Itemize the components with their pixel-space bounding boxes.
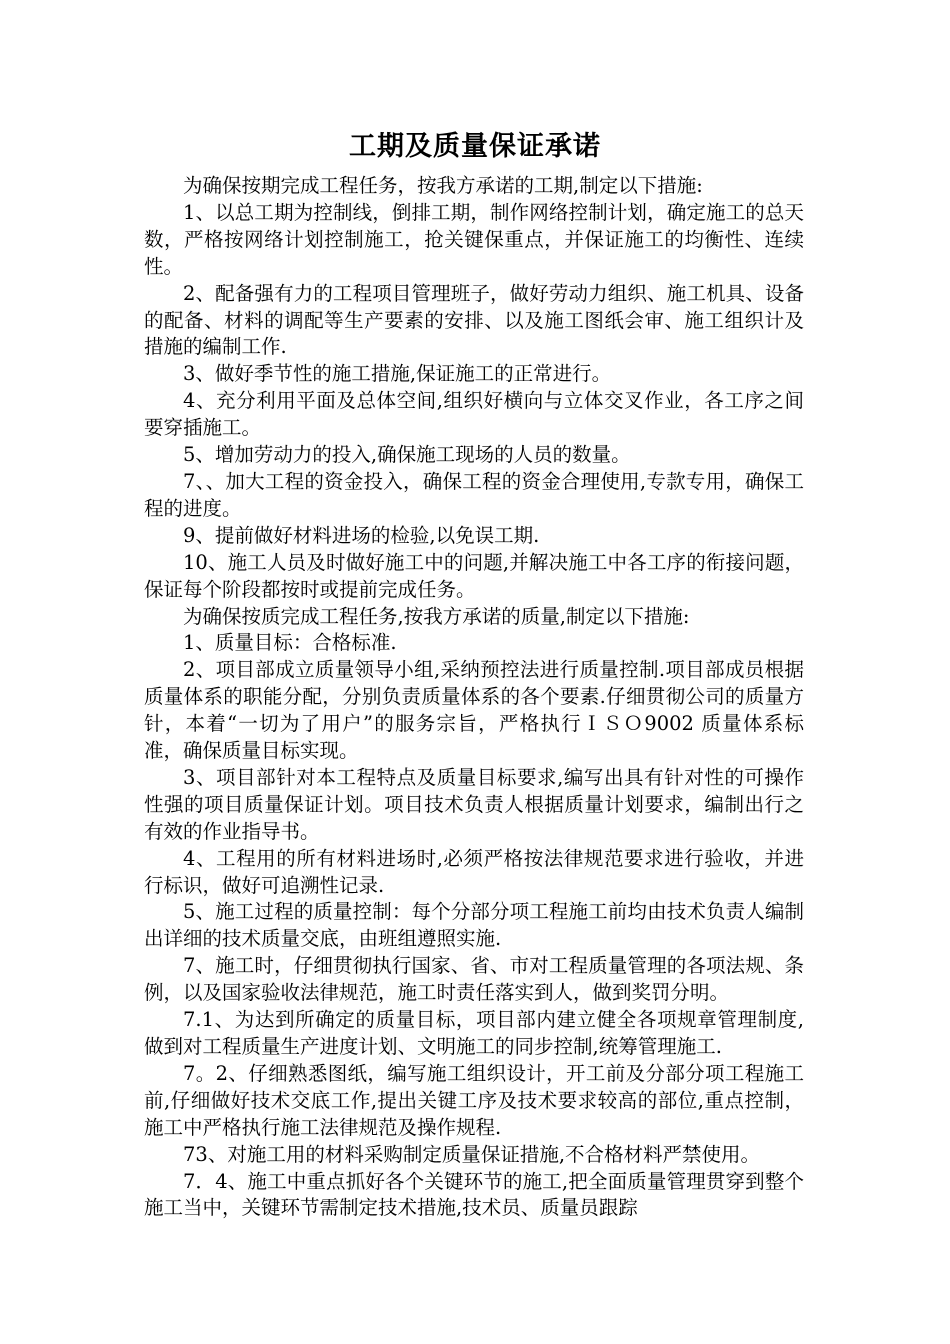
paragraph-schedule-4: 4、充分利用平面及总体空间,组织好横向与立体交叉作业，各工序之间要穿插施工。 — [144, 389, 804, 440]
paragraph-schedule-3: 3、做好季节性的施工措施,保证施工的正常进行。 — [183, 362, 612, 386]
paragraph-quality-intro: 为确保按质完成工程任务,按我方承诺的质量,制定以下措施: — [183, 604, 690, 628]
paragraph-quality-5: 5、施工过程的质量控制：每个分部分项工程施工前均由技术负责人编制出详细的技术质量交底，由班组遵照实施. — [144, 900, 804, 951]
paragraph-schedule-intro: 为确保按期完成工程任务，按我方承诺的工期,制定以下措施: — [183, 174, 703, 197]
paragraph-quality-1: 1、质量目标：合格标准. — [183, 631, 397, 655]
paragraph-schedule-9: 9、提前做好材料进场的检验,以免误工期. — [183, 523, 540, 547]
paragraph-quality-7-3: 73、对施工用的材料采购制定质量保证措施,不合格材料严禁使用。 — [183, 1142, 761, 1166]
paragraph-quality-7-4: 7．4、施工中重点抓好各个关键环节的施工,把全面质量管理贯穿到整个施工当中，关键环节需制定技术措施,技术员、质量员跟踪 — [144, 1169, 804, 1220]
paragraph-quality-7-2: 7。2、仔细熟悉图纸，编写施工组织设计，开工前及分部分项工程施工前,仔细做好技术交底工作,提出关键工序及技术要求较高的部位,重点控制，施工中严格执行施工法律规范及操作规程. — [144, 1061, 804, 1139]
paragraph-schedule-5: 5、增加劳动力的投入,确保施工现场的人员的数量。 — [183, 443, 631, 467]
paragraph-quality-7-1: 7.1、为达到所确定的质量目标，项目部内建立健全各项规章管理制度,做到对工程质量生产进度计划、文明施工的同步控制,统筹管理施工. — [144, 1008, 804, 1058]
paragraph-schedule-7: 7、、加大工程的资金投入，确保工程的资金合理使用,专款专用，确保工程的进度。 — [144, 469, 804, 520]
paragraph-quality-7: 7、施工时，仔细贯彻执行国家、省、市对工程质量管理的各项法规、条例，以及国家验收法律规范，施工时责任落实到人，做到奖罚分明。 — [144, 954, 804, 1005]
paragraph-quality-2: 2、项目部成立质量领导小组,采纳预控法进行质量控制.项目部成员根据质量体系的职能分配，分别负责质量体系的各个要素.仔细贯彻公司的质量方针，本着“一切为了用户”的服务宗旨，严格执行ＩＳＯ9002 质量体系标准，确保质量目标实现。 — [144, 658, 804, 763]
paragraph-schedule-2: 2、配备强有力的工程项目管理班子，做好劳动力组织、施工机具、设备的配备、材料的调配等生产要素的安排、以及施工图纸会审、施工组织计及措施的编制工作. — [144, 281, 804, 359]
paragraph-quality-4: 4、工程用的所有材料进场时,必须严格按法律规范要求进行验收，并进行标识，做好可追溯性记录. — [144, 846, 804, 897]
paragraph-schedule-10: 10、施工人员及时做好施工中的问题,并解决施工中各工序的衔接问题，保证每个阶段都按时或提前完成任务。 — [144, 550, 804, 601]
page-title: 工期及质量保证承诺 — [349, 131, 601, 162]
document-body — [144, 173, 804, 1222]
paragraph-quality-3: 3、项目部针对本工程特点及质量目标要求,编写出具有针对性的可操作性强的项目质量保证计划。项目技术负责人根据质量计划要求，编制出行之有效的作业指导书。 — [144, 765, 804, 843]
paragraph-schedule-1: 1、以总工期为控制线，倒排工期，制作网络控制计划，确定施工的总天数，严格按网络计划控制施工，抢关键保重点，并保证施工的均衡性、连续性。 — [144, 200, 804, 278]
